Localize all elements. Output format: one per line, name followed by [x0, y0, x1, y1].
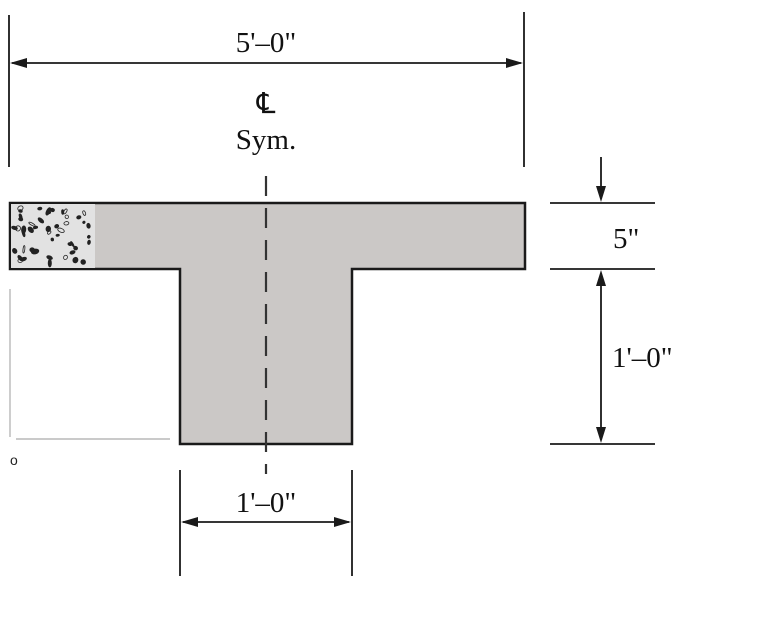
web-depth-label: 1'–0": [612, 342, 673, 374]
aggregate-speck: [61, 210, 64, 215]
depth-dimension-group: [550, 157, 655, 444]
arrowhead-web-up-icon: [596, 270, 606, 286]
web-width-label: 1'–0": [235, 487, 297, 519]
aggregate-speck: [56, 234, 60, 237]
centerline-symbol: ℄: [256, 88, 276, 120]
arrowhead-web-right-icon: [334, 517, 351, 527]
arrowhead-flange-down-icon: [596, 186, 606, 202]
arrowhead-right-icon: [506, 58, 523, 68]
aggregate-speck: [38, 207, 43, 210]
overall-width-label: 5'–0": [235, 27, 297, 59]
concrete-aggregate-icon: [11, 204, 95, 268]
aggregate-speck: [87, 240, 91, 245]
aggregate-speck: [46, 226, 51, 232]
aggregate-speck: [51, 238, 54, 241]
arrowhead-web-down-icon: [596, 427, 606, 443]
centerline-label: Sym.: [235, 124, 297, 156]
aggregate-speck: [21, 226, 26, 234]
web-width-dimension: [180, 470, 352, 576]
aggregate-speck: [19, 209, 23, 212]
aggregate-speck: [48, 259, 51, 267]
arrowhead-web-left-icon: [181, 517, 198, 527]
stray-artifact-lines: [10, 289, 170, 439]
stray-mark: o: [10, 452, 18, 468]
arrowhead-left-icon: [10, 58, 27, 68]
flange-depth-label: 5": [613, 223, 640, 255]
aggregate-speck: [86, 223, 90, 229]
aggregate-speck: [68, 242, 73, 246]
